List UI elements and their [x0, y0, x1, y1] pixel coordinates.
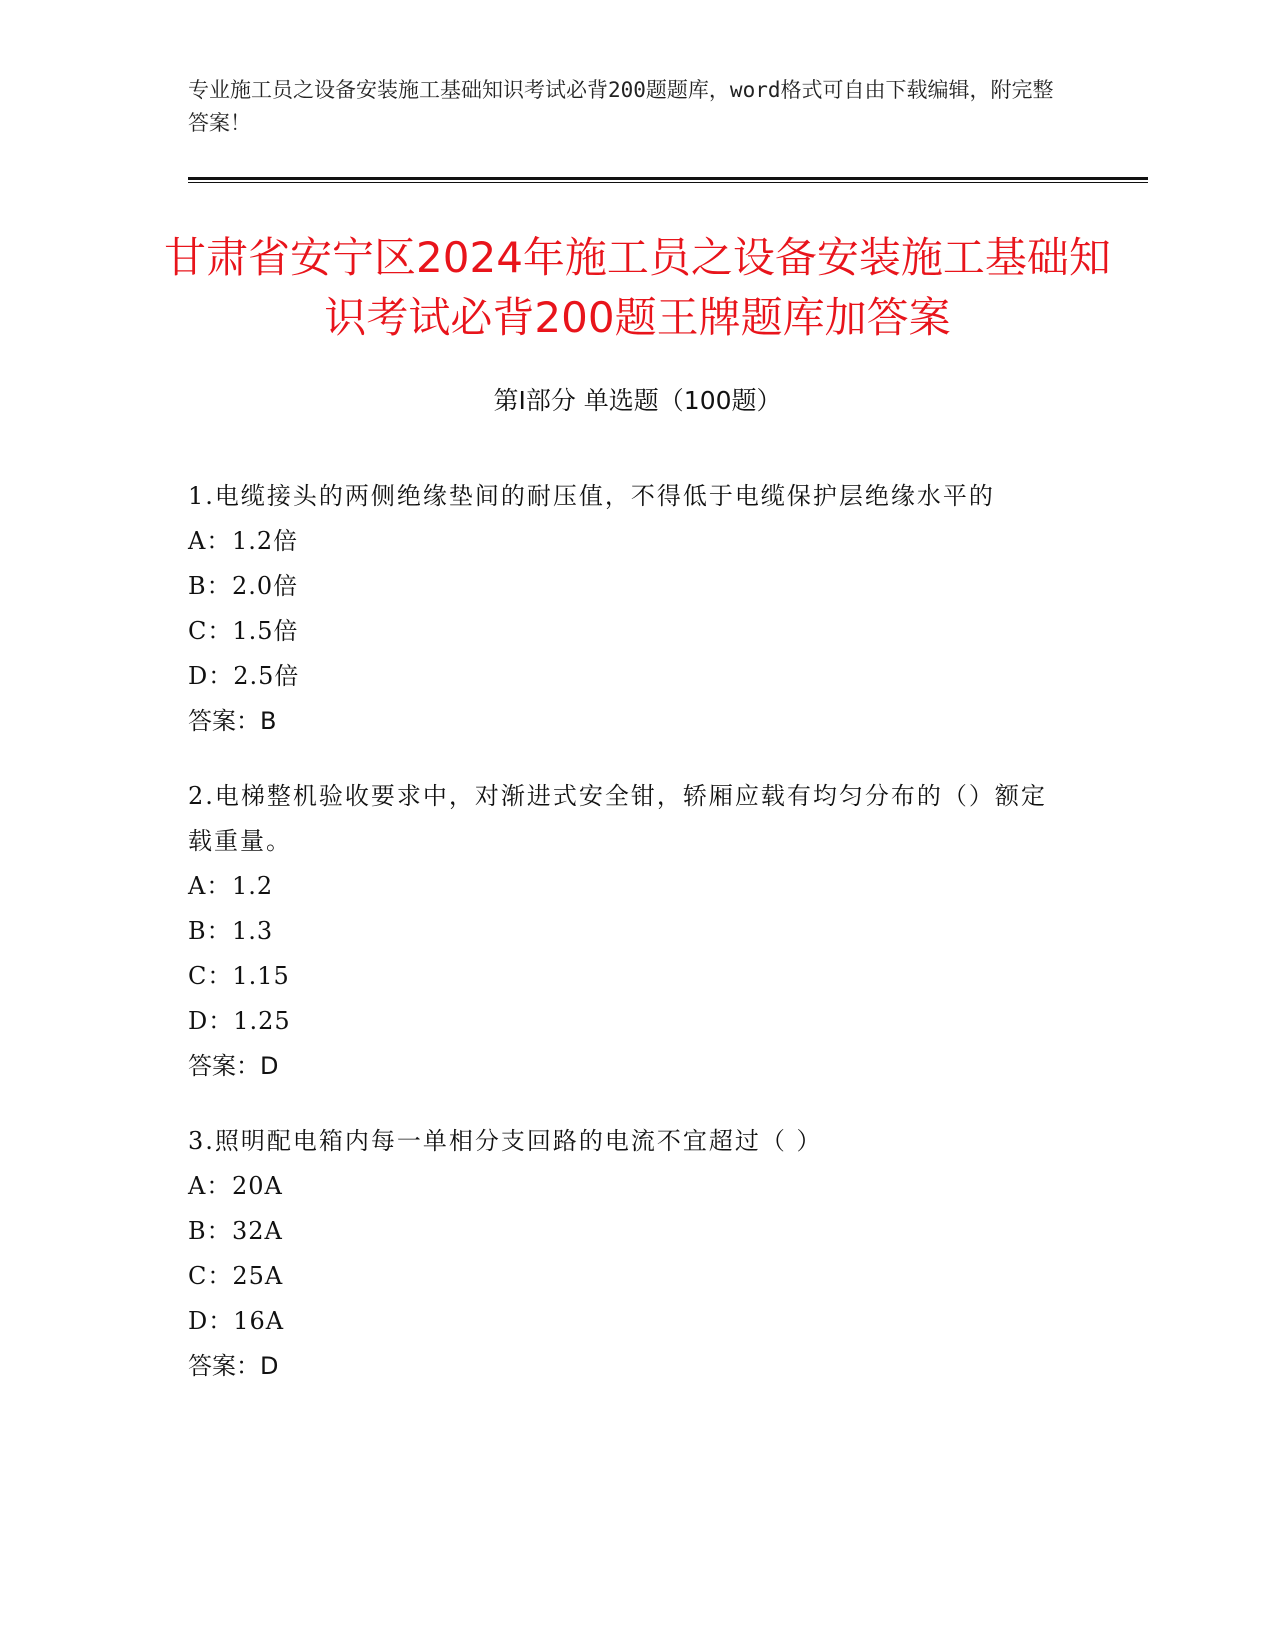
- question-1: [188, 474, 1068, 744]
- option-a: [188, 1164, 1068, 1209]
- option-text: 1.2倍: [232, 527, 299, 555]
- header-divider-thick: [188, 177, 1148, 180]
- option-c: [188, 954, 1068, 999]
- header-note: 专业施工员之设备安装施工基础知识考试必背200题题库，word格式可自由下载编辑，附完整答案！: [188, 78, 1054, 135]
- option-c: [188, 609, 1068, 654]
- option-b: [188, 1209, 1068, 1254]
- option-text: 1.2: [232, 872, 274, 900]
- section-heading: 第Ⅰ部分 单选题（100题）: [493, 386, 782, 415]
- question-stem: 1.电缆接头的两侧绝缘垫间的耐压值，不得低于电缆保护层绝缘水平的: [188, 482, 995, 510]
- option-d: [188, 654, 1068, 699]
- option-text: 2.0倍: [232, 572, 299, 600]
- option-text: 1.15: [232, 962, 290, 990]
- option-b: [188, 909, 1068, 954]
- option-text: 2.5倍: [233, 662, 300, 690]
- option-text: 1.5倍: [232, 617, 299, 645]
- option-text: 20A: [232, 1172, 283, 1200]
- document-title: 甘肃省安宁区2024年施工员之设备安装施工基础知识考试必背200题王牌题库加答案: [164, 233, 1111, 342]
- option-key: C：: [188, 962, 233, 990]
- option-text: 1.3: [232, 917, 274, 945]
- option-d: [188, 1299, 1068, 1344]
- answer-line: 答案：D: [188, 1352, 279, 1380]
- option-a: [188, 519, 1068, 564]
- option-text: 1.25: [233, 1007, 291, 1035]
- option-key: D：: [188, 1007, 234, 1035]
- question-stem: 3.照明配电箱内每一单相分支回路的电流不宜超过（ ）: [188, 1127, 823, 1155]
- option-key: C：: [188, 1262, 233, 1290]
- option-key: A：: [188, 527, 232, 555]
- option-key: D：: [188, 1307, 234, 1335]
- option-a: [188, 864, 1068, 909]
- option-text: 16A: [233, 1307, 285, 1335]
- option-text: 32A: [232, 1217, 283, 1245]
- question-2: [188, 774, 1068, 1089]
- question-list: [188, 474, 1068, 1419]
- option-key: A：: [188, 1172, 232, 1200]
- option-key: A：: [188, 872, 232, 900]
- option-key: B：: [188, 917, 232, 945]
- question-3: [188, 1119, 1068, 1389]
- answer-line: 答案：B: [188, 707, 277, 735]
- header-divider-thin: [188, 182, 1148, 183]
- option-b: [188, 564, 1068, 609]
- option-key: B：: [188, 572, 232, 600]
- option-text: 25A: [232, 1262, 284, 1290]
- answer-line: 答案：D: [188, 1052, 279, 1080]
- option-d: [188, 999, 1068, 1044]
- question-stem: 2.电梯整机验收要求中，对渐进式安全钳，轿厢应载有均匀分布的（）额定载重量。: [188, 782, 1047, 855]
- option-c: [188, 1254, 1068, 1299]
- option-key: C：: [188, 617, 233, 645]
- option-key: D：: [188, 662, 234, 690]
- option-key: B：: [188, 1217, 232, 1245]
